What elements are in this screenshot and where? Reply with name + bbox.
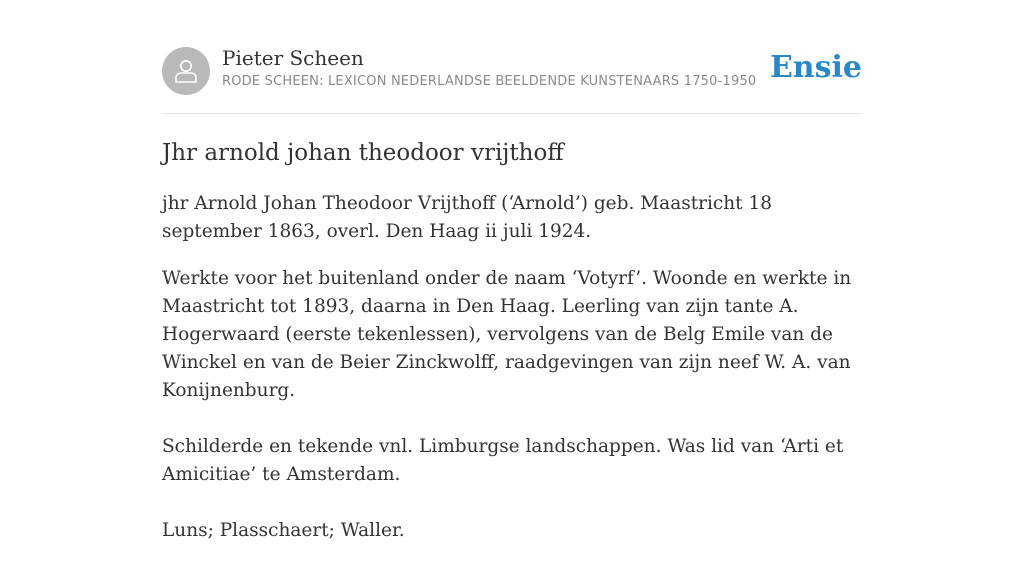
user-icon — [172, 57, 200, 85]
paragraph-work: Schilderde en tekende vnl. Limburgse landschappen. Was lid van ‘Arti et Amicitiae’ te Amsterdam. — [162, 436, 844, 485]
paragraph-sources: Luns; Plasschaert; Waller. — [162, 520, 405, 541]
header — [162, 46, 862, 96]
paragraph-birth-death: jhr Arnold Johan Theodoor Vrijthoff (‘Arnold’) geb. Maastricht 18 september 1863, overl. Den Haag ii juli 1924. — [162, 193, 773, 242]
author-name[interactable]: Pieter Scheen — [222, 46, 364, 70]
page-title: Jhr arnold johan theodoor vrijthoff — [162, 140, 564, 166]
paragraph-biography: Werkte voor het buitenland onder de naam ‘Votyrf’. Woonde en werkte in Maastricht tot 1893, daarna in Den Haag. Leerling van zijn tante A. Hogerwaard (eerste tekenlessen), vervolgens van de Belg Emile van de Winckel en van de Beier Zinckwolff, raadgevingen van zijn neef W. A. van Konijnenburg. — [162, 268, 852, 401]
avatar — [162, 47, 210, 95]
divider — [162, 113, 862, 114]
article-body — [162, 190, 862, 564]
site-logo[interactable]: Ensie — [769, 50, 862, 85]
source-title[interactable]: RODE SCHEEN: LEXICON NEDERLANDSE BEELDENDE KUNSTENAARS 1750-1950 — [222, 74, 757, 89]
